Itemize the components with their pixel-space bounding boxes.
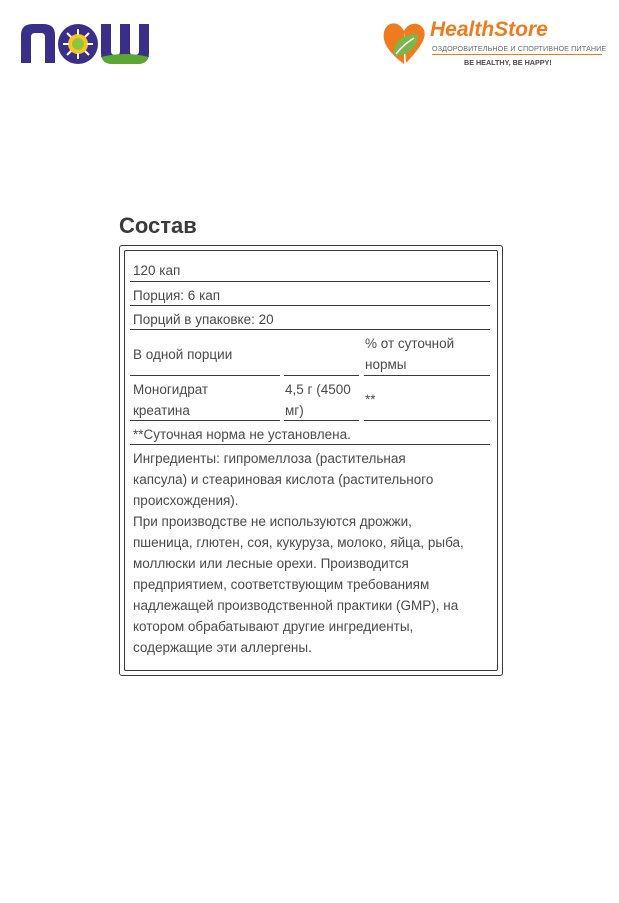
daily-value-header-line2: нормы bbox=[365, 357, 407, 372]
ingredients-line: содержащие эти аллергены. bbox=[133, 640, 312, 655]
heart-leaf-icon bbox=[380, 16, 428, 68]
ingredient-name-line1: Моногидрат bbox=[133, 382, 209, 397]
healthstore-tagline: ОЗДОРОВИТЕЛЬНОЕ И СПОРТИВНОЕ ПИТАНИЕ bbox=[432, 44, 607, 53]
row-divider bbox=[130, 281, 490, 282]
footnote: **Суточная норма не установлена. bbox=[133, 427, 351, 442]
row-divider bbox=[130, 329, 490, 330]
daily-value-header-line1: % от суточной bbox=[365, 336, 455, 351]
ingredients-line: При производстве не используются дрожжи, bbox=[133, 514, 412, 529]
healthstore-slogan: BE HEALTHY, BE HAPPY! bbox=[464, 58, 552, 67]
supplement-facts-panel bbox=[119, 245, 503, 676]
row-divider bbox=[364, 375, 490, 376]
now-brand-logo bbox=[19, 21, 155, 65]
ingredient-daily-value: ** bbox=[365, 392, 376, 407]
ingredients-line: капсула) и стеариновая кислота (растительного bbox=[133, 472, 434, 487]
ingredients-line: происхождения). bbox=[133, 493, 239, 508]
healthstore-name: HealthStore bbox=[430, 18, 548, 41]
ingredients-line: пшеница, глютен, соя, кукуруза, молоко, яйца, рыба, bbox=[133, 535, 464, 550]
now-logo-icon bbox=[19, 21, 155, 65]
servings-per-pack: Порций в упаковке: 20 bbox=[133, 312, 274, 327]
ingredient-amount-line1: 4,5 г (4500 bbox=[285, 382, 351, 397]
healthstore-brand-logo bbox=[380, 16, 607, 72]
section-title: Состав bbox=[119, 213, 197, 238]
serving-size: Порция: 6 кап bbox=[133, 288, 221, 303]
ingredient-name-line2: креатина bbox=[133, 403, 190, 418]
row-divider bbox=[130, 305, 490, 306]
ingredient-amount-line2: мг) bbox=[285, 403, 304, 418]
capsule-count: 120 кап bbox=[133, 263, 181, 278]
row-divider bbox=[130, 420, 280, 421]
ingredients-line: надлежащей производственной практики (GMP), на bbox=[133, 598, 459, 613]
row-divider bbox=[284, 420, 359, 421]
healthstore-divider bbox=[432, 54, 602, 55]
ingredients-text bbox=[133, 448, 464, 658]
row-divider bbox=[130, 444, 490, 445]
ingredients-line: моллюски или лесные орехи. Производится bbox=[133, 556, 409, 571]
per-serving-header: В одной порции bbox=[133, 347, 233, 362]
row-divider bbox=[130, 375, 280, 376]
row-divider bbox=[284, 375, 359, 376]
ingredients-line: Ингредиенты: гипромеллоза (растительная bbox=[133, 451, 406, 466]
ingredients-line: котором обрабатывают другие ингредиенты, bbox=[133, 619, 414, 634]
row-divider bbox=[364, 420, 490, 421]
ingredients-line: предприятием, соответствующим требованиям bbox=[133, 577, 430, 592]
